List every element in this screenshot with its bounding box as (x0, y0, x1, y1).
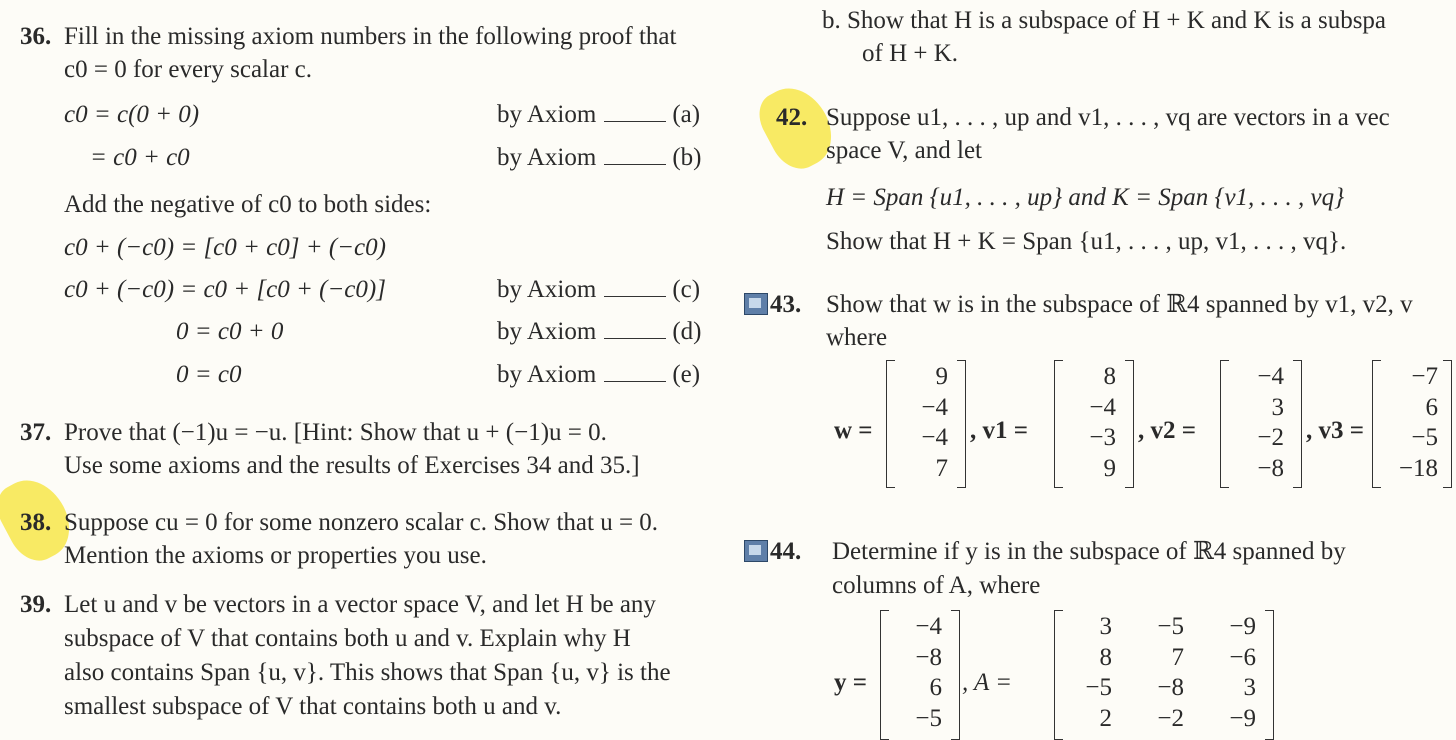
A-entry: −5 (1157, 613, 1184, 640)
ex37-line1: Prove that (−1)u = −u. [Hint: Show that u + (−1)u = 0. (64, 419, 607, 446)
ex38-line2: Mention the axioms or properties you use. (64, 542, 487, 569)
v1-entry: 9 (1103, 454, 1116, 482)
ex44-line2: columns of A, where (832, 572, 1041, 599)
computer-exercise-icon (744, 293, 768, 315)
ex38-line1: Suppose cu = 0 for some nonzero scalar c. Show that u = 0. (64, 509, 659, 536)
ex41b-line2: of H + K. (862, 40, 959, 67)
axiom-label-e (497, 360, 700, 390)
v1-entry: −3 (1089, 424, 1116, 451)
by-axiom-text: by Axiom (497, 144, 597, 171)
y-entry: 6 (929, 674, 942, 701)
tag-a: (a) (672, 101, 701, 128)
ex44-line1: Determine if y is in the subspace of ℝ4 spanned by (832, 538, 1346, 565)
computer-exercise-icon (744, 540, 768, 562)
proof-step-d: 0 = c0 + 0 (176, 318, 284, 345)
v2-entry: −4 (1257, 363, 1284, 390)
A-entry: 3 (1099, 613, 1112, 640)
exercise-number-43: 43. (770, 291, 802, 318)
by-axiom-text: by Axiom (497, 318, 597, 345)
w-entry: −4 (921, 424, 948, 451)
vector-v1 (1054, 360, 1134, 488)
proof-step-e: 0 = c0 (176, 361, 242, 388)
vector-v3 (1372, 360, 1452, 488)
ex42-line1: Suppose u1, . . . , up and v1, . . . , vq are vectors in a vec (826, 104, 1390, 131)
v3-entry: −7 (1411, 363, 1438, 390)
A-label: , A = (962, 669, 1012, 696)
v2-entry: −2 (1257, 424, 1284, 451)
v1-entry: −4 (1089, 393, 1116, 421)
vector-w (886, 360, 966, 488)
by-axiom-text: by Axiom (497, 101, 597, 128)
by-axiom-text: by Axiom (497, 361, 597, 388)
exercise-number-42: 42. (776, 104, 808, 131)
A-entry: −8 (1157, 674, 1184, 701)
exercise-36 (20, 22, 51, 52)
proof-step-c: c0 + (−c0) = c0 + [c0 + (−c0)] (64, 276, 386, 303)
tag-d: (d) (672, 318, 702, 345)
ex39-line1: Let u and v be vectors in a vector space V, and let H be any (64, 591, 656, 618)
tag-c: (c) (672, 276, 701, 303)
w-label: w = (834, 417, 873, 444)
add-negative-line: Add the negative of c0 to both sides: (64, 191, 432, 218)
ex36-line2: c0 = 0 for every scalar c. (64, 56, 312, 83)
proof-eq3: c0 + (−c0) = [c0 + c0] + (−c0) (64, 234, 386, 261)
ex43-line2: where (826, 324, 888, 351)
ex42-span-defs: H = Span {u1, . . . , up} and K = Span {v1, . . . , vq} (826, 184, 1345, 211)
ex39-line2: subspace of V that contains both u and v. Explain why H (64, 625, 631, 652)
answer-blank-d[interactable] (604, 318, 666, 339)
v3-entry: −5 (1411, 424, 1438, 451)
vector-y (880, 610, 960, 740)
A-entry: 3 (1243, 674, 1256, 701)
y-entry: −5 (915, 704, 942, 732)
A-entry: −6 (1229, 643, 1256, 671)
v1-label: , v1 = (970, 417, 1028, 444)
v3-entry: −18 (1398, 454, 1438, 482)
v2-entry: 3 (1271, 393, 1284, 421)
A-entry: 7 (1171, 643, 1184, 671)
v1-entry: 8 (1103, 363, 1116, 390)
w-entry: 9 (935, 363, 948, 390)
A-entry: 2 (1099, 704, 1112, 732)
v3-label: , v3 = (1306, 417, 1364, 444)
exercise-number-38: 38. (20, 509, 52, 536)
exercise-number-37: 37. (20, 419, 52, 446)
exercise-number-44: 44. (770, 538, 802, 565)
ex43-line1: Show that w is in the subspace of ℝ4 spanned by v1, v2, v (826, 291, 1413, 318)
v2-label: , v2 = (1138, 417, 1196, 444)
ex39-line3: also contains Span {u, v}. This shows that Span {u, v} is the (64, 659, 671, 686)
answer-blank-b[interactable] (604, 144, 666, 165)
tag-e: (e) (672, 361, 701, 388)
ex36-line1: Fill in the missing axiom numbers in the following proof that (64, 23, 677, 50)
exercise-number-39: 39. (20, 591, 52, 618)
A-entry: 8 (1099, 643, 1112, 671)
by-axiom-text: by Axiom (497, 276, 597, 303)
A-entry: −9 (1229, 613, 1256, 640)
A-entry: −5 (1085, 674, 1112, 701)
axiom-label-b (497, 143, 701, 173)
answer-blank-e[interactable] (604, 361, 666, 382)
w-entry: 7 (935, 454, 948, 482)
matrix-A (1054, 610, 1274, 740)
ex41b-line1: b. Show that H is a subspace of H + K and K is a subspa (822, 7, 1387, 34)
answer-blank-c[interactable] (604, 276, 666, 297)
proof-step-b: = c0 + c0 (90, 144, 190, 171)
tag-b: (b) (672, 144, 702, 171)
ex42-line2: space V, and let (826, 137, 982, 164)
axiom-label-a (497, 100, 700, 130)
answer-blank-a[interactable] (604, 101, 666, 122)
y-entry: −8 (915, 643, 942, 671)
A-entry: −2 (1157, 704, 1184, 732)
y-label: y = (834, 669, 867, 696)
ex39-line4: smallest subspace of V that contains both u and v. (64, 693, 562, 720)
y-entry: −4 (915, 613, 942, 640)
exercise-number: 36. (20, 23, 52, 50)
v3-entry: 6 (1425, 393, 1438, 421)
vector-v2 (1220, 360, 1302, 488)
proof-step-a: c0 = c(0 + 0) (64, 101, 200, 128)
ex37-line2: Use some axioms and the results of Exercises 34 and 35.] (64, 452, 640, 479)
v2-entry: −8 (1257, 454, 1284, 482)
axiom-label-c (497, 275, 700, 305)
ex42-show: Show that H + K = Span {u1, . . . , up, v1, . . . , vq}. (826, 228, 1347, 255)
A-entry: −9 (1229, 704, 1256, 732)
axiom-label-d (497, 317, 701, 347)
w-entry: −4 (921, 393, 948, 421)
